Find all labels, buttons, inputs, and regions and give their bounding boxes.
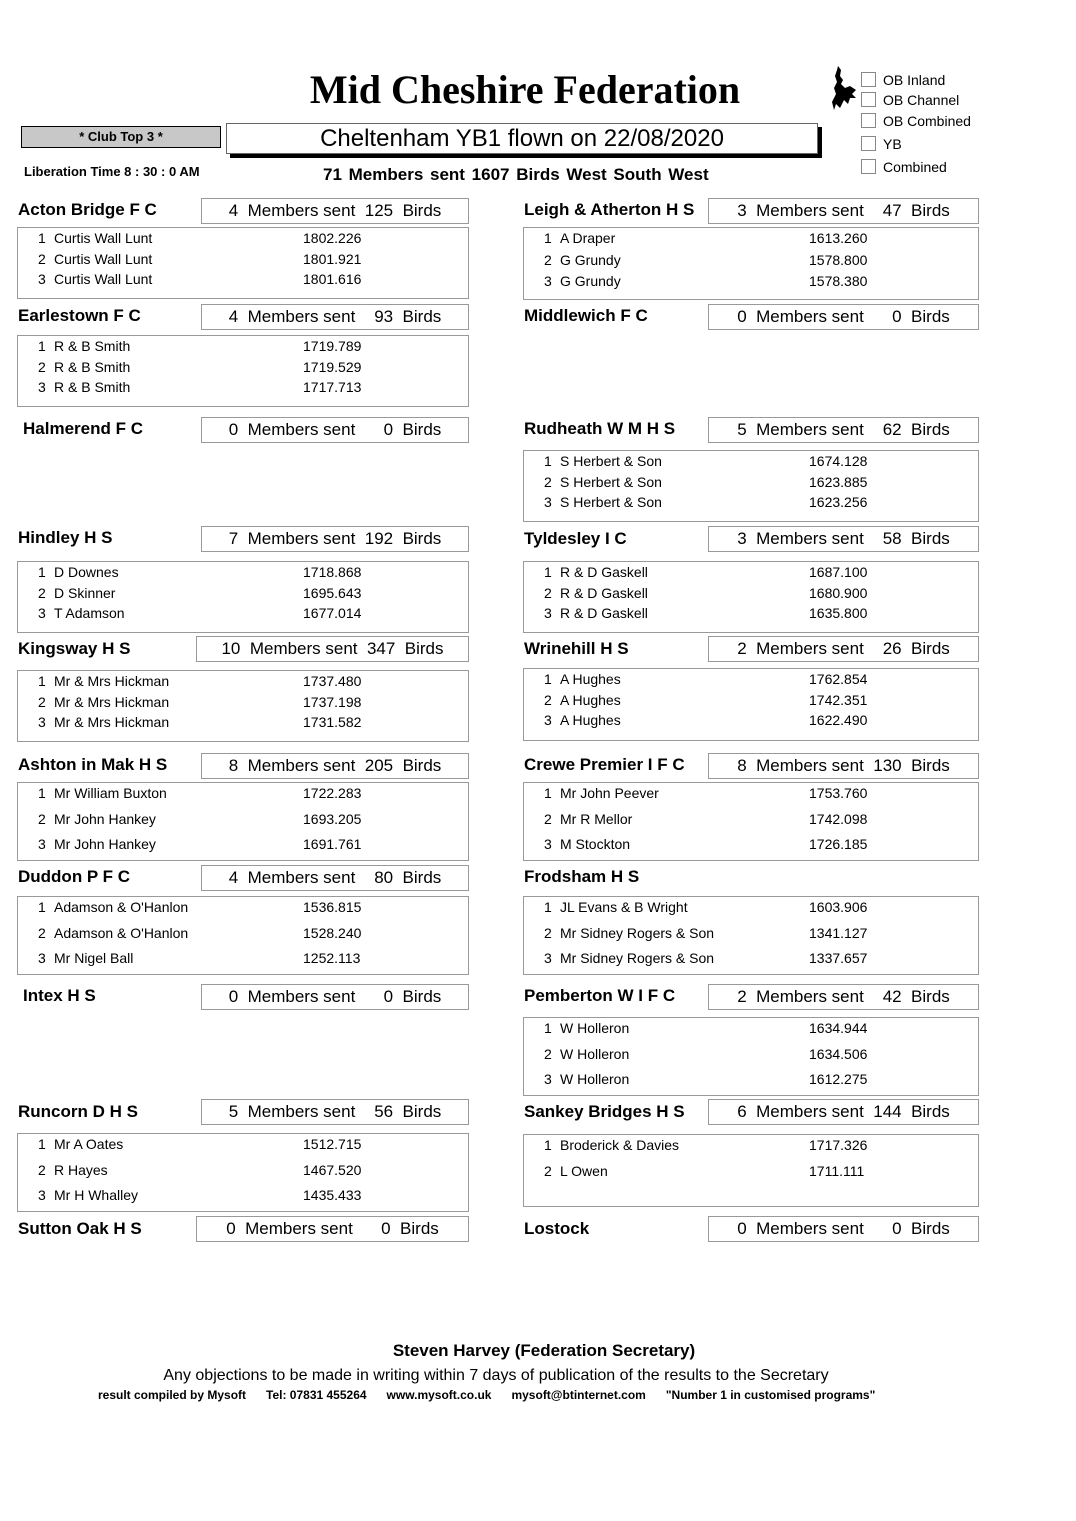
position: 3 (544, 1071, 552, 1087)
member-name: G Grundy (560, 273, 621, 289)
club-name-acton-bridge-f-c: Acton Bridge F C (18, 200, 157, 219)
position: 3 (544, 273, 552, 289)
pigeon-icon (828, 64, 860, 112)
results-list (17, 782, 469, 861)
club-name-lostock: Lostock (524, 1219, 590, 1238)
club-name-sutton-oak-h-s: Sutton Oak H S (18, 1219, 142, 1238)
members-sent: 2 Members sent 26 Birds (708, 636, 979, 662)
race-summary: 71 Members sent 1607 Birds West South West (323, 165, 709, 184)
club-name-kingsway-h-s: Kingsway H S (18, 639, 131, 658)
members-sent: 0 Members sent 0 Birds (201, 984, 469, 1010)
results-list (523, 1134, 979, 1207)
club-name-intex-h-s: Intex H S (23, 986, 96, 1005)
member-name: A Draper (560, 230, 616, 246)
position: 3 (38, 379, 46, 395)
velocity: 1622.490 (809, 712, 868, 728)
results-list (523, 227, 979, 300)
member-name: Adamson & O'Hanlon (54, 924, 189, 941)
position: 2 (544, 1045, 552, 1062)
members-sent: 8 Members sent 205 Birds (201, 753, 469, 779)
club-name-sankey-bridges-h-s: Sankey Bridges H S (524, 1102, 685, 1121)
velocity: 1613.260 (809, 230, 868, 246)
results-list (523, 668, 979, 741)
members-sent: 5 Members sent 62 Birds (708, 417, 979, 443)
velocity: 1719.789 (303, 338, 362, 354)
velocity: 1737.198 (303, 693, 362, 710)
position: 1 (544, 671, 552, 687)
velocity: 1578.380 (809, 273, 868, 289)
velocity: 1801.616 (303, 271, 362, 287)
members-sent: 3 Members sent 58 Birds (708, 526, 979, 552)
velocity: 1693.205 (303, 810, 362, 827)
velocity: 1634.944 (809, 1020, 868, 1036)
position: 2 (544, 924, 552, 941)
position: 3 (38, 605, 46, 621)
member-name: S Herbert & Son (560, 494, 662, 510)
club-name-tyldesley-i-c: Tyldesley I C (524, 529, 627, 548)
member-name: Mr Sidney Rogers & Son (560, 950, 715, 966)
member-name: M Stockton (560, 836, 631, 852)
velocity: 1623.256 (809, 494, 868, 510)
club-name-duddon-p-f-c: Duddon P F C (18, 867, 131, 886)
club-name-ashton-in-mak-h-s: Ashton in Mak H S (18, 755, 168, 774)
position: 2 (544, 1162, 552, 1179)
member-name: Mr Nigel Ball (54, 950, 134, 966)
member-name: L Owen (560, 1162, 608, 1179)
member-name: Curtis Wall Lunt (54, 250, 153, 267)
member-name: R & D Gaskell (560, 564, 648, 580)
position: 2 (544, 473, 552, 490)
results-list (17, 1133, 469, 1212)
position: 1 (38, 338, 46, 354)
results-list (523, 1017, 979, 1096)
members-sent: 4 Members sent 125 Birds (201, 198, 469, 224)
velocity: 1536.815 (303, 899, 362, 915)
position: 2 (38, 810, 46, 827)
club-name-halmerend-f-c: Halmerend F C (23, 419, 143, 438)
member-name: Mr & Mrs Hickman (54, 693, 170, 710)
member-name: Adamson & O'Hanlon (54, 899, 189, 915)
member-name: D Downes (54, 564, 119, 580)
member-name: R & B Smith (54, 338, 131, 354)
results-list (17, 227, 469, 299)
member-name: R & B Smith (54, 379, 131, 395)
results-list (17, 335, 469, 407)
member-name: Mr William Buxton (54, 785, 167, 801)
position: 2 (544, 810, 552, 827)
position: 1 (544, 785, 552, 801)
members-sent: 0 Members sent 0 Birds (201, 417, 469, 443)
position: 3 (38, 714, 46, 730)
velocity: 1612.275 (809, 1071, 868, 1087)
members-sent: 3 Members sent 47 Birds (708, 198, 979, 224)
velocity: 1435.433 (303, 1187, 362, 1203)
member-name: Mr John Hankey (54, 836, 156, 852)
member-name: W Holleron (560, 1071, 630, 1087)
position: 1 (544, 899, 552, 915)
club-name-pemberton-w-i-f-c: Pemberton W I F C (524, 986, 676, 1005)
member-name: Curtis Wall Lunt (54, 230, 153, 246)
position: 2 (544, 691, 552, 708)
club-name-crewe-premier-i-f-c: Crewe Premier I F C (524, 755, 685, 774)
members-sent: 8 Members sent 130 Birds (708, 753, 979, 779)
results-list (523, 450, 979, 522)
position: 3 (38, 271, 46, 287)
position: 3 (544, 836, 552, 852)
velocity: 1578.800 (809, 251, 868, 268)
velocity: 1722.283 (303, 785, 362, 801)
member-name: Mr Sidney Rogers & Son (560, 924, 715, 941)
results-list (523, 561, 979, 633)
results-list (17, 561, 469, 633)
position: 3 (544, 494, 552, 510)
option-ob-inland[interactable]: OB Inland (861, 72, 945, 88)
member-name: Mr & Mrs Hickman (54, 714, 170, 730)
velocity: 1691.761 (303, 836, 362, 852)
member-name: Mr & Mrs Hickman (54, 673, 170, 689)
members-sent: 0 Members sent 0 Birds (708, 1216, 979, 1242)
position: 3 (544, 712, 552, 728)
position: 1 (544, 1020, 552, 1036)
position: 3 (38, 950, 46, 966)
results-list (523, 782, 979, 861)
position: 2 (544, 584, 552, 601)
member-name: Mr R Mellor (560, 810, 633, 827)
position: 3 (544, 950, 552, 966)
results-list (17, 896, 469, 975)
velocity: 1731.582 (303, 714, 362, 730)
member-name: W Holleron (560, 1045, 630, 1062)
secretary-signature: Steven Harvey (Federation Secretary) (392, 1341, 696, 1360)
position: 1 (544, 453, 552, 469)
velocity: 1719.529 (303, 358, 362, 375)
position: 1 (544, 230, 552, 246)
members-sent: 2 Members sent 42 Birds (708, 984, 979, 1010)
option-ob-channel[interactable]: OB Channel (861, 92, 959, 108)
velocity: 1742.351 (809, 691, 868, 708)
race-title: Cheltenham YB1 flown on 22/08/2020 (226, 123, 818, 154)
option-yb[interactable]: YB (861, 136, 902, 152)
member-name: Mr H Whalley (54, 1187, 139, 1203)
velocity: 1634.506 (809, 1045, 868, 1062)
member-name: D Skinner (54, 584, 116, 601)
position: 1 (38, 673, 46, 689)
club-name-middlewich-f-c: Middlewich F C (524, 306, 648, 325)
velocity: 1341.127 (809, 924, 868, 941)
velocity: 1528.240 (303, 924, 362, 941)
position: 2 (38, 250, 46, 267)
position: 1 (544, 564, 552, 580)
position: 1 (38, 785, 46, 801)
member-name: R & B Smith (54, 358, 131, 375)
velocity: 1467.520 (303, 1161, 362, 1178)
position: 1 (38, 230, 46, 246)
checkbox-icon[interactable] (861, 92, 876, 107)
member-name: Mr A Oates (54, 1136, 124, 1152)
velocity: 1603.906 (809, 899, 868, 915)
club-name-rudheath-w-m-h-s: Rudheath W M H S (524, 419, 676, 438)
position: 1 (38, 1136, 46, 1152)
page-title: Mid Cheshire Federation (309, 67, 741, 112)
velocity: 1695.643 (303, 584, 362, 601)
members-sent: 0 Members sent 0 Birds (708, 304, 979, 330)
option-ob-combined[interactable]: OB Combined (861, 113, 971, 129)
velocity: 1512.715 (303, 1136, 362, 1152)
position: 3 (38, 1187, 46, 1203)
member-name: R & D Gaskell (560, 584, 648, 601)
velocity: 1677.014 (303, 605, 362, 621)
members-sent: 4 Members sent 80 Birds (201, 865, 469, 891)
checkbox-icon[interactable] (861, 72, 876, 87)
velocity: 1680.900 (809, 584, 868, 601)
velocity: 1718.868 (303, 564, 362, 580)
club-name-leigh-atherton-h-s: Leigh & Atherton H S (524, 200, 695, 219)
members-sent: 4 Members sent 93 Birds (201, 304, 469, 330)
position: 1 (38, 899, 46, 915)
member-name: T Adamson (54, 605, 125, 621)
members-sent: 5 Members sent 56 Birds (201, 1099, 469, 1125)
position: 3 (38, 836, 46, 852)
velocity: 1252.113 (303, 950, 361, 966)
position: 2 (38, 1161, 46, 1178)
velocity: 1635.800 (809, 605, 868, 621)
checkbox-icon[interactable] (861, 136, 876, 151)
results-list (17, 670, 469, 742)
members-sent: 0 Members sent 0 Birds (196, 1216, 469, 1242)
objections-notice: Any objections to be made in writing within 7 days of publication of the results to the Secretary (163, 1367, 829, 1384)
position: 2 (38, 924, 46, 941)
position: 2 (544, 251, 552, 268)
member-name: R & D Gaskell (560, 605, 648, 621)
members-sent: 10 Members sent 347 Birds (196, 636, 469, 662)
club-name-hindley-h-s: Hindley H S (18, 528, 113, 547)
member-name: A Hughes (560, 671, 621, 687)
velocity: 1753.760 (809, 785, 868, 801)
velocity: 1674.128 (809, 453, 868, 469)
liberation-time: Liberation Time 8 : 30 : 0 AM (24, 164, 200, 179)
velocity: 1337.657 (809, 950, 868, 966)
velocity: 1742.098 (809, 810, 868, 827)
member-name: Mr John Peever (560, 785, 659, 801)
club-name-runcorn-d-h-s: Runcorn D H S (18, 1102, 138, 1121)
member-name: R Hayes (54, 1161, 108, 1178)
results-list (523, 896, 979, 975)
member-name: A Hughes (560, 712, 621, 728)
club-name-frodsham-h-s: Frodsham H S (524, 867, 640, 886)
member-name: JL Evans & B Wright (560, 899, 688, 915)
club-top-label: * Club Top 3 * (21, 126, 221, 148)
position: 3 (544, 605, 552, 621)
velocity: 1801.921 (303, 250, 362, 267)
position: 2 (38, 693, 46, 710)
position: 1 (544, 1137, 552, 1153)
member-name: S Herbert & Son (560, 473, 662, 490)
checkbox-icon[interactable] (861, 159, 876, 174)
velocity: 1623.885 (809, 473, 868, 490)
club-name-earlestown-f-c: Earlestown F C (18, 306, 141, 325)
member-name: Curtis Wall Lunt (54, 271, 153, 287)
member-name: A Hughes (560, 691, 621, 708)
members-sent: 7 Members sent 192 Birds (201, 526, 469, 552)
members-sent: 6 Members sent 144 Birds (708, 1099, 979, 1125)
velocity: 1726.185 (809, 836, 868, 852)
member-name: W Holleron (560, 1020, 630, 1036)
velocity: 1737.480 (303, 673, 362, 689)
member-name: Broderick & Davies (560, 1137, 680, 1153)
velocity: 1687.100 (809, 564, 868, 580)
member-name: Mr John Hankey (54, 810, 156, 827)
club-name-wrinehill-h-s: Wrinehill H S (524, 639, 629, 658)
option-combined[interactable]: Combined (861, 159, 947, 175)
position: 1 (38, 564, 46, 580)
checkbox-icon[interactable] (861, 113, 876, 128)
velocity: 1717.713 (303, 379, 362, 395)
velocity: 1802.226 (303, 230, 362, 246)
member-name: S Herbert & Son (560, 453, 662, 469)
compiler-credits: result compiled by Mysoft Tel: 07831 455264 www.mysoft.co.uk mysoft@btinternet.com "Number 1 in customised programs" (98, 1388, 876, 1402)
velocity: 1717.326 (809, 1137, 868, 1153)
member-name: G Grundy (560, 251, 621, 268)
position: 2 (38, 358, 46, 375)
velocity: 1762.854 (809, 671, 868, 687)
velocity: 1711.111 (809, 1162, 865, 1179)
position: 2 (38, 584, 46, 601)
